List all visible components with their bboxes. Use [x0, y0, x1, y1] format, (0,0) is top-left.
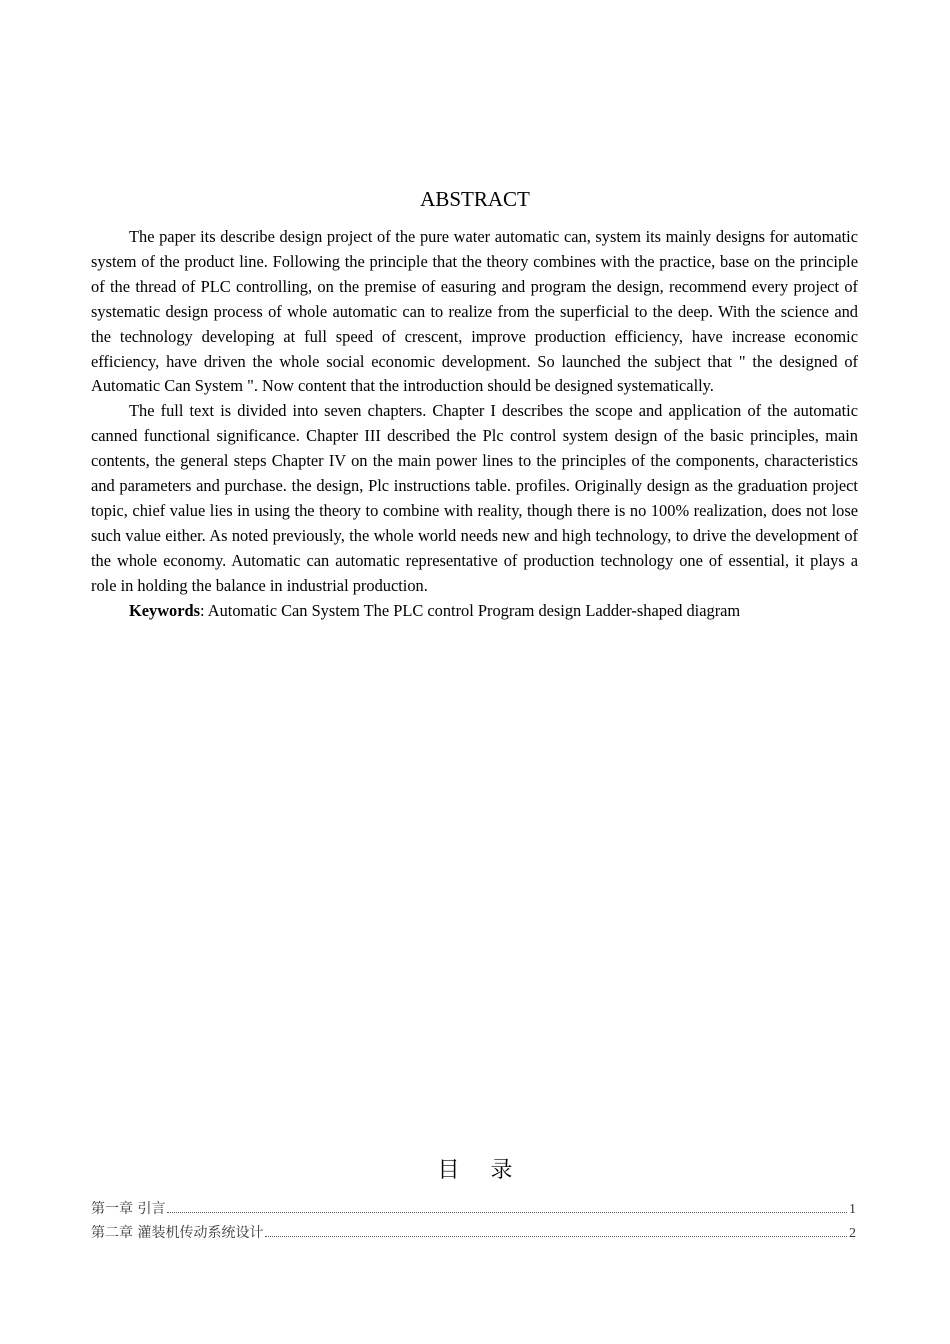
- keywords-text: : Automatic Can System The PLC control Program design Ladder-shaped diagram: [200, 600, 741, 620]
- abstract-title: ABSTRACT: [420, 187, 530, 211]
- toc-entry[interactable]: [91, 1221, 856, 1245]
- abstract-paragraph-2: The full text is divided into seven chapters. Chapter I describes the scope and application of the automatic canned functional significance. Chapter III described the Plc control system design of the basic principles, main contents, the general steps Chapter IV on the main power lines to the principles of the components, characteristics and parameters and purchase. the design, Plc instructions table. profiles. Originally design as the graduation project topic, chief value lies in using the theory to combine with reality, though there is no 100% realization, does not lose such value either. As noted previously, the whole world needs new and high technology, to drive the development of the whole economy. Automatic can automatic representative of production technology one of essential, it plays a role in holding the balance in industrial production.: [91, 401, 858, 595]
- toc-entry-label: 第一章 引言: [91, 1201, 166, 1217]
- toc-leader-dots: [167, 1211, 847, 1213]
- toc-entry-label: 第二章 灌装机传动系统设计: [91, 1225, 264, 1241]
- toc-entry[interactable]: [91, 1197, 856, 1221]
- toc-title: 目 录: [437, 1158, 525, 1183]
- toc-leader-dots: [265, 1235, 847, 1237]
- table-of-contents: [91, 1197, 856, 1245]
- abstract-paragraph-1: The paper its describe design project of the pure water automatic can, system its mainly designs for automatic system of the product line. Following the principle that the theory combines with the practice, base on the principle of the thread of PLC controlling, on the premise of easuring and program the design, recommend every project of systematic design process of whole automatic can to realize from the superficial to the deep. With the science and the technology developing at full speed of crescent, improve production efficiency, have increase economic efficiency, have driven the whole social economic development. So launched the subject that " the designed of Automatic Can System ". Now content that the introduction should be designed systematically.: [91, 227, 858, 396]
- keywords-label: Keywords: [129, 600, 201, 620]
- keywords-line: [91, 599, 858, 624]
- abstract-body: [91, 225, 858, 624]
- toc-entry-page: 2: [849, 1226, 856, 1241]
- toc-entry-page: 1: [849, 1202, 856, 1217]
